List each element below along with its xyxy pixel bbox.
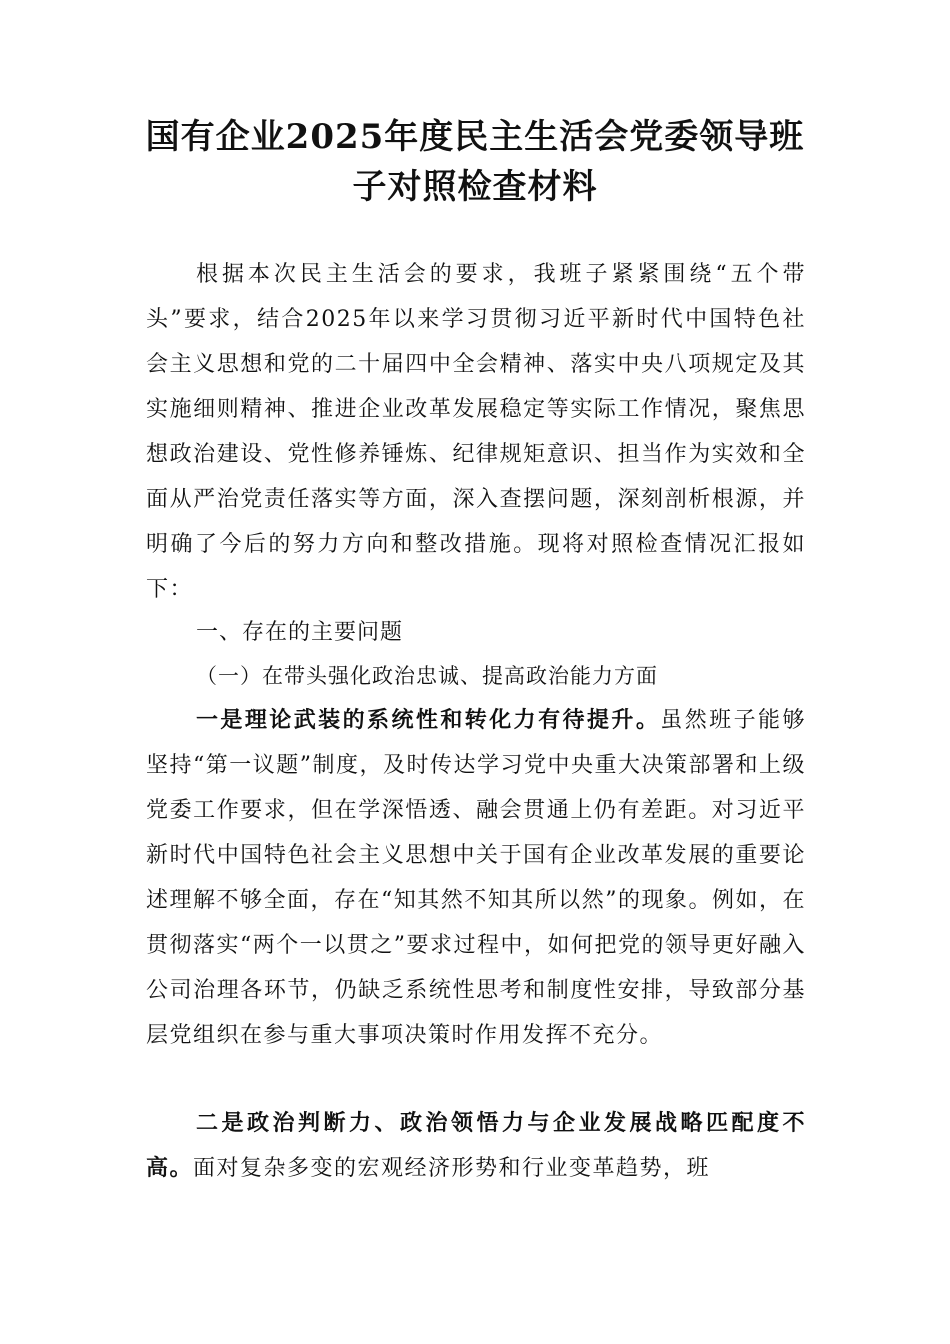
paragraph-text: 面对复杂多变的宏观经济形势和行业变革趋势，班 [193, 1156, 711, 1181]
paragraph-lead: 一是理论武装的系统性和转化力有待提升。 [196, 708, 661, 733]
intro-paragraph: 根据本次民主生活会的要求，我班子紧紧围绕“五个带头”要求，结合2025年以来学习贯彻习近平新时代中国特色社会主义思想和党的二十届四中全会精神、落实中央八项规定及其实施细则精神、推进企业改革发展稳定等实际工作情况，聚焦思想政治建设、党性修养锤炼、纪律规矩意识、担当作为实效和全面从严治党责任落实等方面，深入查摆问题，深刻剖析根源，并明确了今后的努力方向和整改措施。现将对照检查情况汇报如下： [146, 262, 806, 602]
paragraph-text: 虽然班子能够坚持“第一议题”制度，及时传达学习党中央重大决策部署和上级党委工作要求，但在学深悟透、融会贯通上仍有差距。对习近平新时代中国特色社会主义思想中关于国有企业改革发展的重要论述理解不够全面，存在“知其然不知其所以然”的现象。例如，在贯彻落实“两个一以贯之”要求过程中，如何把党的领导更好融入公司治理各环节，仍缺乏系统性思考和制度性安排，导致部分基层党组织在参与重大事项决策时作用发挥不充分。 [146, 708, 806, 1048]
paragraph-lead: 二是政治判断力、政治领悟力与企业发展战略匹配度不高。 [146, 1111, 806, 1181]
section-heading: 一、存在的主要问题 [196, 620, 404, 645]
document-title: 国有企业2025年度民主生活会党委领导班子对照检查材料 [145, 117, 805, 207]
subsection-heading: （一）在带头强化政治忠诚、提高政治能力方面 [196, 664, 658, 688]
body-paragraph [146, 698, 806, 1058]
body-paragraph [146, 1101, 806, 1191]
